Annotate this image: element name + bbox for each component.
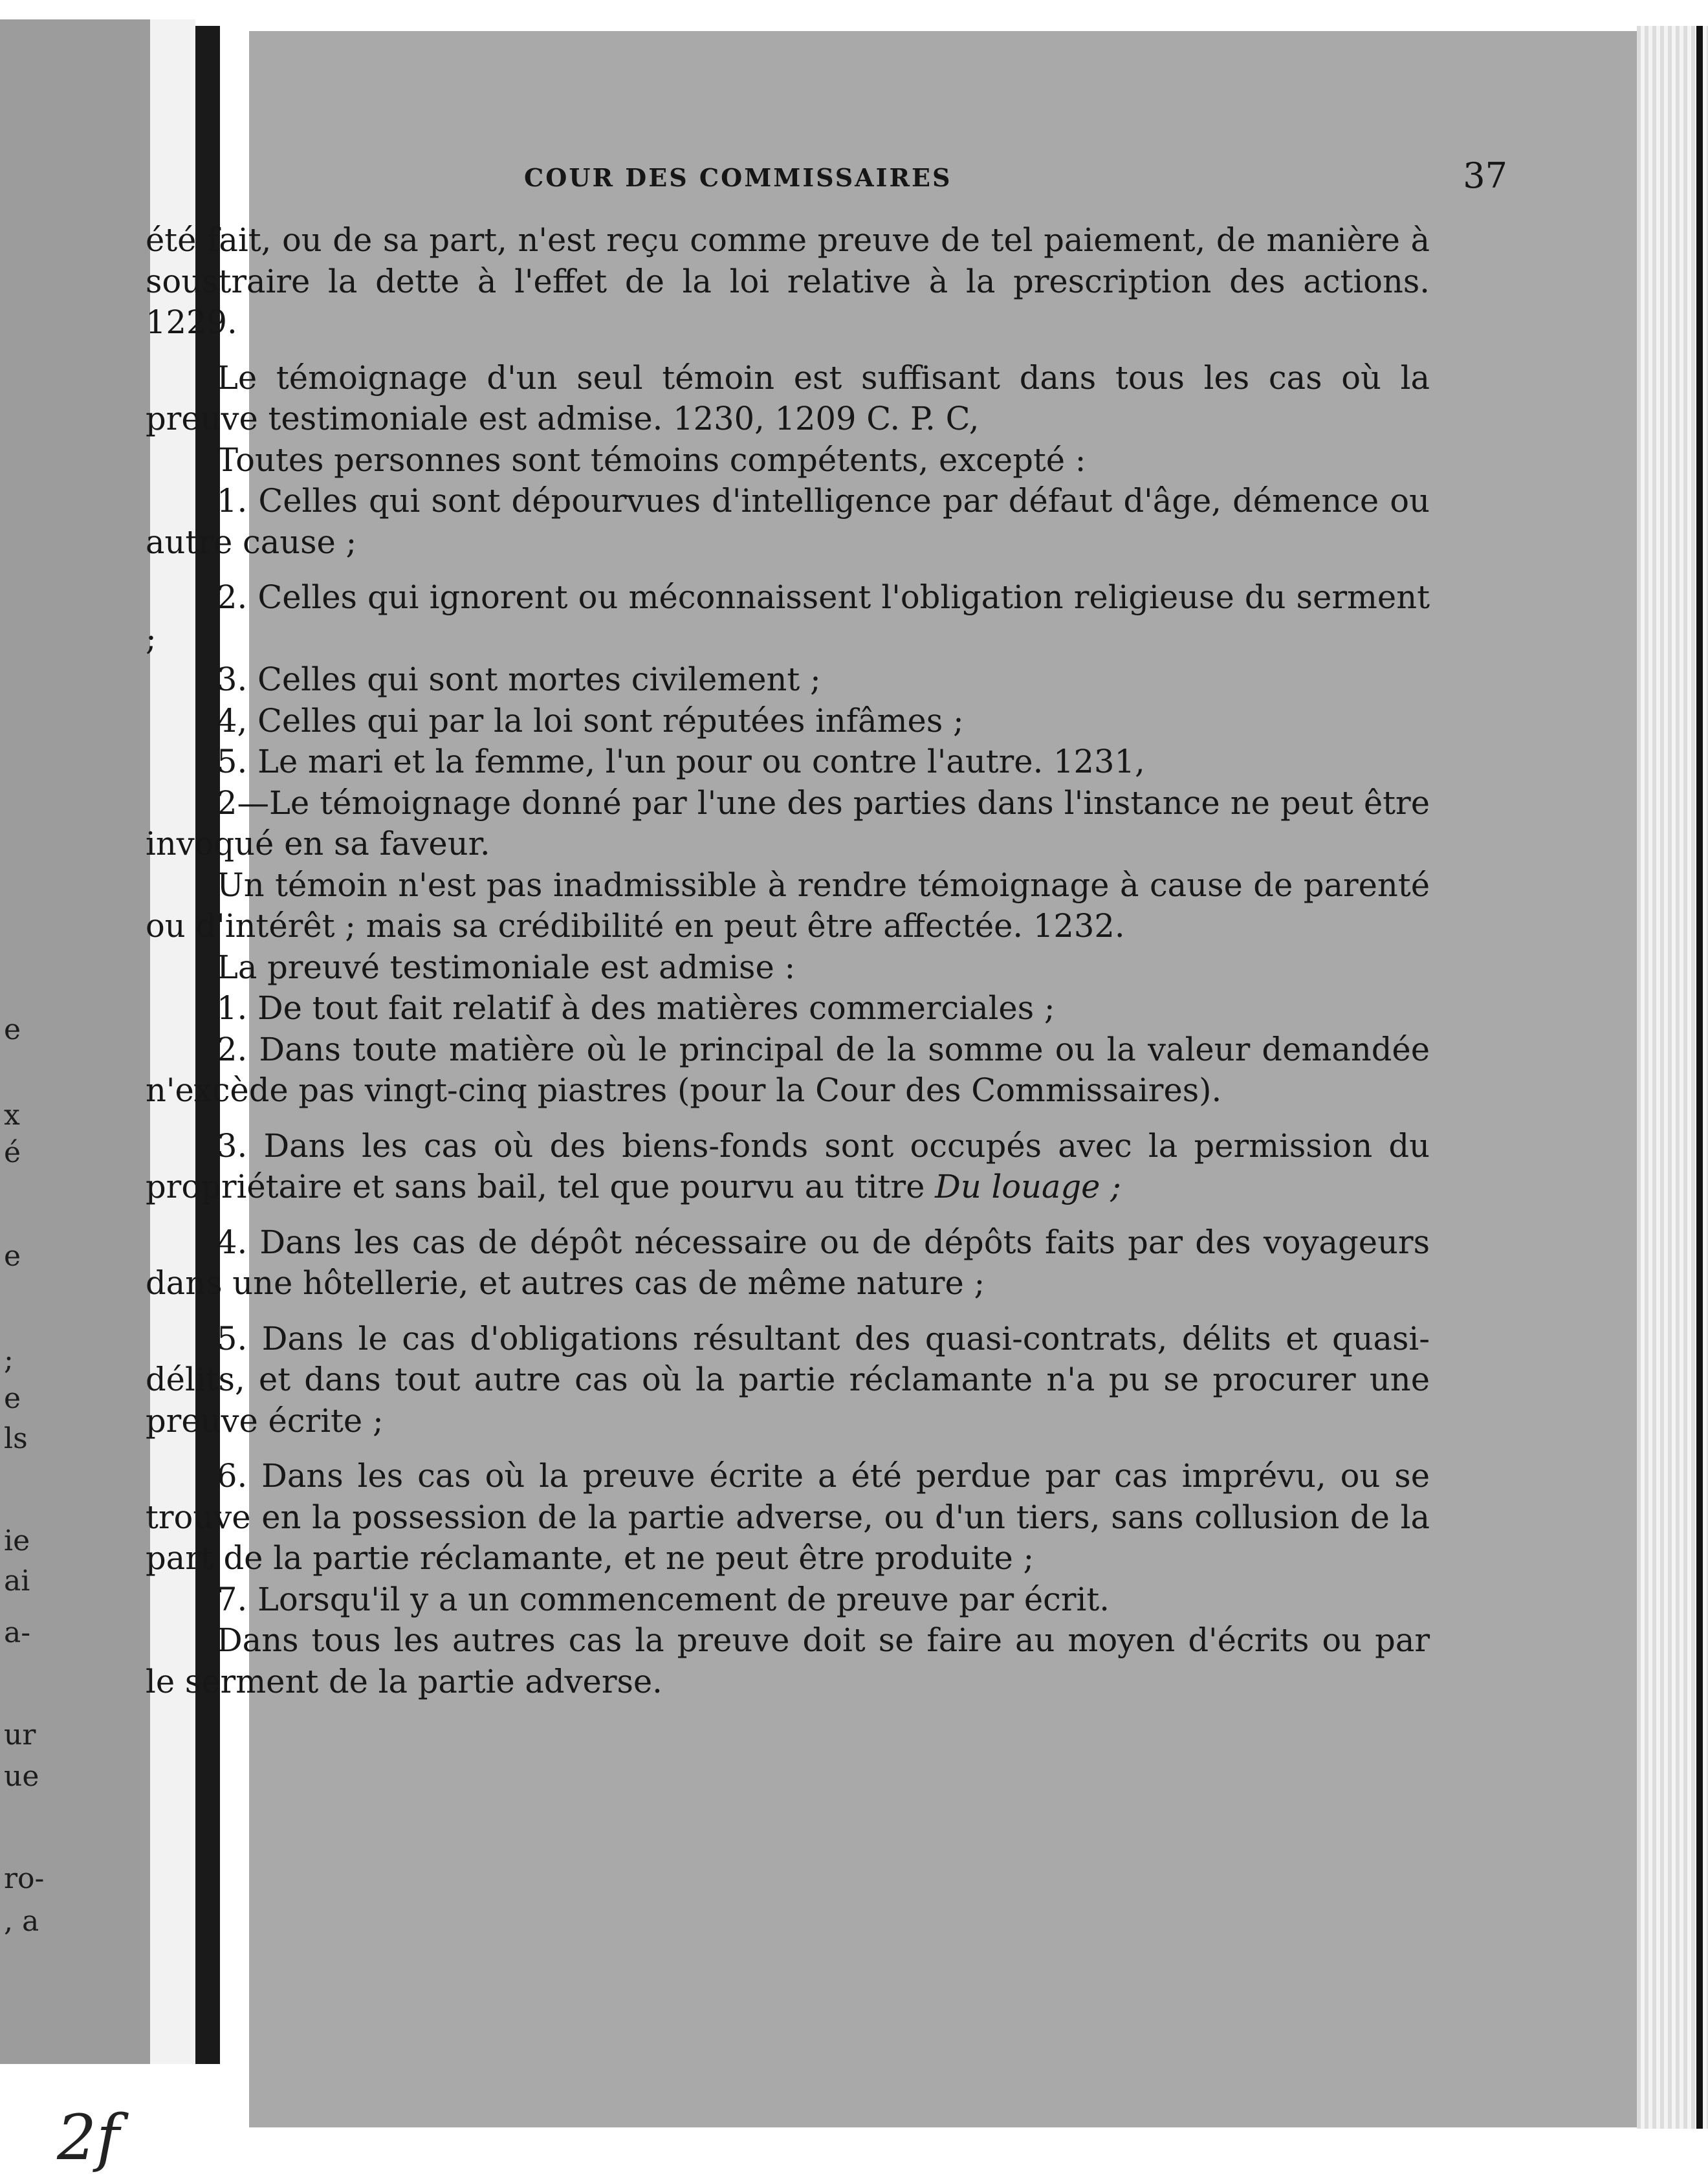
list-item: 5. Dans le cas d'obligations résultant des quasi-contrats, délits et quasi-délits, et dans tout autre cas où la partie réclamante n'a pu se procurer une preuve écrite ; xyxy=(146,1319,1430,1440)
left-page-fragment: x xyxy=(4,1099,20,1132)
list-item: 1. Celles qui sont dépourvues d'intelligence par défaut d'âge, démence ou autre cause ; xyxy=(146,482,1430,561)
left-page-fragment: é xyxy=(4,1136,21,1169)
list-item: 2. Dans toute matière où le principal de la somme ou la valeur demandée n'excède pas vingt-cinq piastres (pour la Cour des Commissaires). xyxy=(146,1030,1430,1109)
left-page-fragment: ls xyxy=(4,1422,28,1455)
list-item: 3. Celles qui sont mortes civilement ; xyxy=(217,661,821,698)
left-page-fragment: ie xyxy=(4,1524,30,1557)
left-page-fragment: , a xyxy=(4,1905,39,1938)
running-head: COUR DES COMMISSAIRES xyxy=(524,163,952,192)
page-edges xyxy=(1637,26,1708,2129)
list-item: 5. Le mari et la femme, l'un pour ou contre l'autre. 1231, xyxy=(217,743,1145,780)
list-item: 4, Celles qui par la loi sont réputées infâmes ; xyxy=(217,701,964,740)
paragraph: Dans tous les autres cas la preuve doit se faire au moyen d'écrits ou par le serment de la partie adverse. xyxy=(146,1621,1430,1700)
paragraph: Toutes personnes sont témoins compétents, excepté : xyxy=(217,441,1086,479)
left-page-fragment: a- xyxy=(4,1616,31,1649)
italic-title: Du louage ; xyxy=(935,1168,1121,1205)
left-page-fragment: e xyxy=(4,1013,21,1046)
left-page-fragment: ro- xyxy=(4,1862,45,1895)
left-page-fragment: e xyxy=(4,1382,21,1415)
list-item xyxy=(146,1126,1430,1208)
margin-scribble: 2f xyxy=(57,2102,120,2174)
paragraph: La preuvé testimoniale est admise : xyxy=(217,948,796,986)
left-page-margin xyxy=(0,19,150,2064)
list-item: 2. Celles qui ignorent ou méconnaissent l'obligation religieuse du serment ; xyxy=(146,578,1430,657)
page-header xyxy=(524,149,1507,201)
paragraph: Le témoignage d'un seul témoin est suffisant dans tous les cas où la preuve testimoniale est admise. 1230, 1209 C. P. C, xyxy=(146,358,1430,437)
list-item: 4. Dans les cas de dépôt nécessaire ou de dépôts faits par des voyageurs dans une hôtellerie, et autres cas de même nature ; xyxy=(146,1223,1430,1302)
page-number: 37 xyxy=(1463,155,1507,196)
left-page-fragment: e xyxy=(4,1240,21,1273)
left-page-fragment: ; xyxy=(4,1343,14,1376)
list-item: 7. Lorsqu'il y a un commencement de preuve par écrit. xyxy=(217,1580,1110,1618)
list-item: 6. Dans les cas où la preuve écrite a été perdue par cas imprévu, ou se trouve en la possession de la partie adverse, ou d'un tiers, sans collusion de la part de la partie réclamante, et ne peut être produite ; xyxy=(146,1457,1430,1577)
paragraph: Un témoin n'est pas inadmissible à rendre témoignage à cause de parenté ou d'intérêt ; mais sa crédibilité en peut être affectée. 1232. xyxy=(146,866,1430,945)
paragraph: 2—Le témoignage donné par l'une des parties dans l'instance ne peut être invoqué en sa faveur. xyxy=(146,784,1430,862)
list-item: 1. De tout fait relatif à des matières commerciales ; xyxy=(217,989,1055,1027)
left-page-fragment: ai xyxy=(4,1565,30,1598)
left-page-fragment: ue xyxy=(4,1760,39,1793)
left-page-fragment: ur xyxy=(4,1718,36,1751)
list-item-text: 3. Dans les cas où des biens-fonds sont occupés avec la permission du propriétaire et sans bail, tel que pourvu au titre xyxy=(146,1126,1430,1205)
body-text xyxy=(146,220,1430,1702)
paragraph: été fait, ou de sa part, n'est reçu comme preuve de tel paiement, de manière à soustraire la dette à l'effet de la loi relative à la prescription des actions. 1229. xyxy=(146,221,1430,341)
